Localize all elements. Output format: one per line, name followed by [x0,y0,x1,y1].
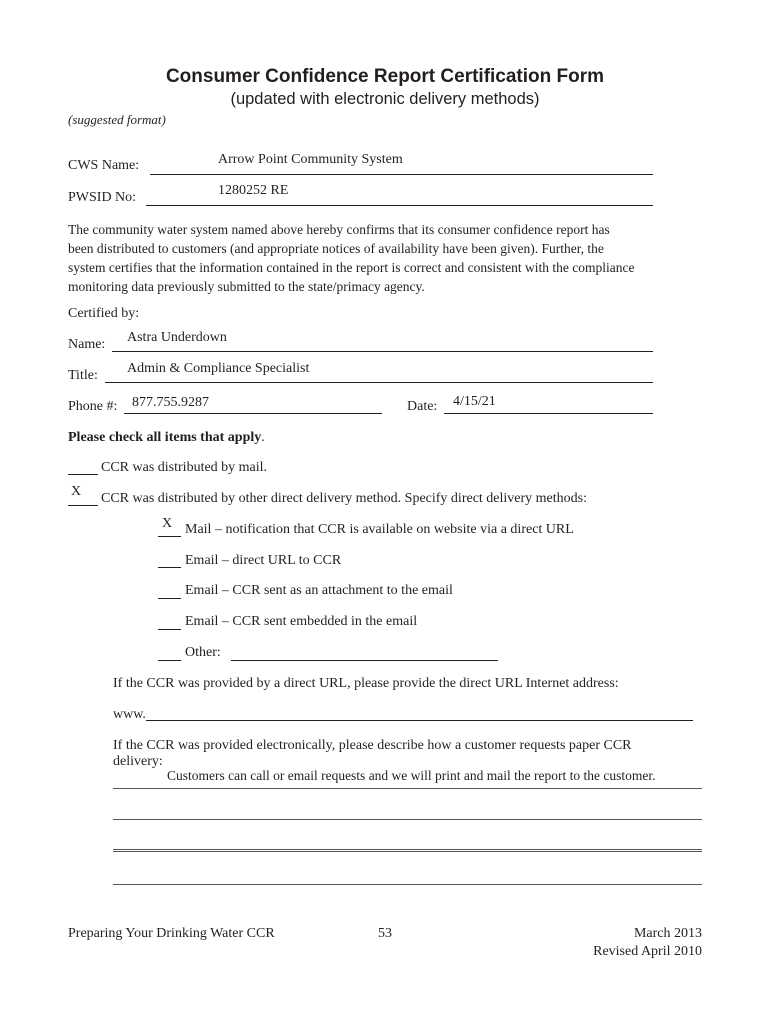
name-line[interactable] [112,351,653,352]
paper-request-question-cont: delivery: [113,754,163,769]
method-option-label: Email – CCR sent as an attachment to the email [185,583,453,598]
method-check-blank[interactable] [158,536,181,537]
form-subtitle: (updated with electronic delivery methods) [230,90,540,108]
pwsid-label: PWSID No: [68,190,137,205]
check-heading [68,430,265,446]
date-label: Date: [407,399,438,414]
pwsid-line[interactable] [146,205,653,206]
method-check-blank[interactable] [158,629,181,630]
title-label: Title: [68,368,98,383]
other-option-label: Other: [185,645,221,660]
other-method-label: CCR was distributed by other direct delivery method. Specify direct delivery methods: [101,491,588,506]
paragraph-line: The community water system named above hereby confirms that its consumer confidence report has [68,222,610,237]
footer-revised-date: Revised April 2010 [593,944,702,959]
paper-request-question: If the CCR was provided electronically, please describe how a customer requests paper CCR [113,738,632,753]
mail-check-blank[interactable] [68,474,98,475]
cws-name-label: CWS Name: [68,158,140,173]
phone-label: Phone #: [68,399,118,414]
paragraph-line: system certifies that the information contained in the report is correct and consistent with the compliance [68,260,635,275]
cws-name-value[interactable]: Arrow Point Community System [218,152,403,167]
date-value[interactable]: 4/15/21 [453,394,496,409]
url-line[interactable] [146,720,693,721]
title-value[interactable]: Admin & Compliance Specialist [127,361,310,376]
pwsid-value[interactable]: 1280252 RE [218,183,289,198]
answer-line[interactable] [113,819,702,820]
method-check-blank[interactable] [158,598,181,599]
footer-guide-title: Preparing Your Drinking Water CCR [68,926,275,941]
title-line[interactable] [105,382,653,383]
check-heading-text: Please check all items that apply [68,430,262,445]
paragraph-line: been distributed to customers (and appropriate notices of availability have been given). Further, the [68,241,604,256]
url-prefix: www. [113,707,146,722]
other-method-check-mark: X [71,484,82,499]
phone-value[interactable]: 877.755.9287 [132,395,209,410]
name-label: Name: [68,337,106,352]
other-specify-line[interactable] [231,660,498,661]
answer-line[interactable] [113,884,702,885]
paper-request-answer[interactable]: Customers can call or email requests and we will print and mail the report to the customer. [167,768,656,783]
certified-by-heading: Certified by: [68,306,140,321]
paragraph-line: monitoring data previously submitted to the state/primacy agency. [68,279,425,294]
name-value[interactable]: Astra Underdown [127,330,227,345]
date-line[interactable] [444,413,653,414]
method-option-label: Email – direct URL to CCR [185,553,342,568]
answer-line[interactable] [113,849,702,852]
check-heading-period: . [261,430,265,445]
other-method-check-blank[interactable] [68,505,98,506]
answer-line[interactable] [113,788,702,789]
method-check-mark: X [162,516,173,531]
method-check-blank[interactable] [158,660,181,661]
cws-name-line[interactable] [150,174,653,175]
footer-date: March 2013 [633,926,702,941]
form-title: Consumer Confidence Report Certification Form [165,66,605,87]
mail-option-label: CCR was distributed by mail. [101,460,268,475]
certification-paragraph [68,220,708,296]
page-number: 53 [378,926,392,941]
method-check-blank[interactable] [158,567,181,568]
method-option-label: Mail – notification that CCR is available on website via a direct URL [185,522,574,537]
method-option-label: Email – CCR sent embedded in the email [185,614,418,629]
url-question: If the CCR was provided by a direct URL, please provide the direct URL Internet address: [113,676,619,691]
phone-line[interactable] [124,413,382,414]
suggested-format-note: (suggested format) [68,112,166,127]
